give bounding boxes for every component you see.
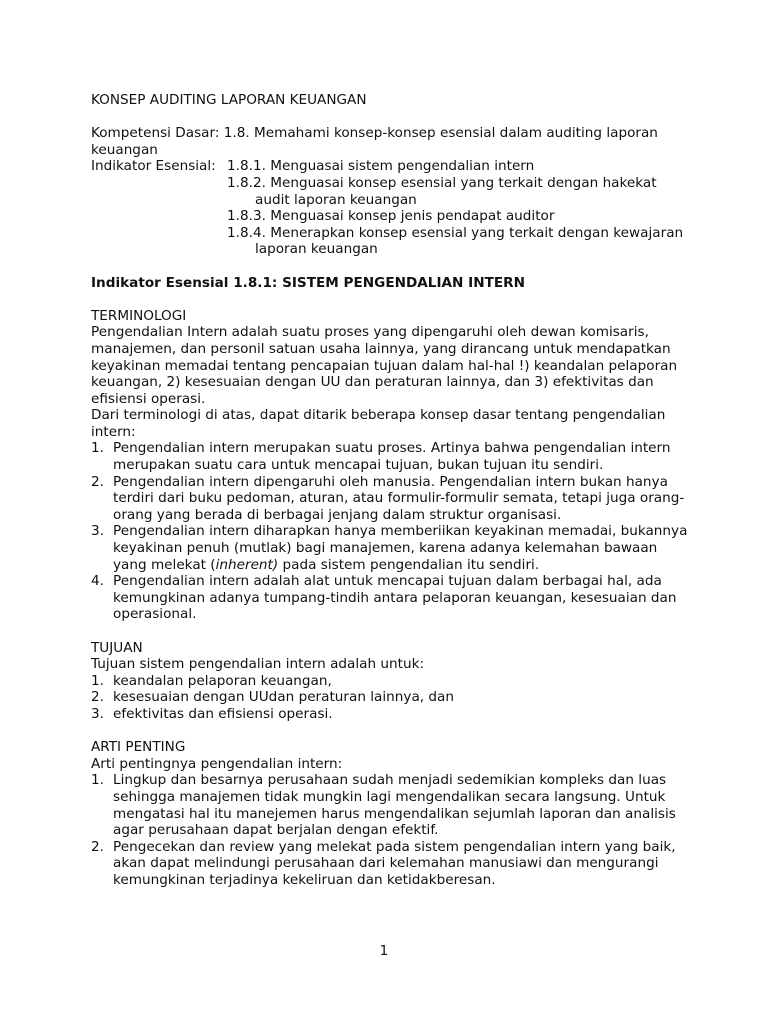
- section-heading: Indikator Esensial 1.8.1: SISTEM PENGENDALIAN INTERN: [91, 274, 525, 291]
- terminologi-paragraph: Pengendalian Intern adalah suatu proses yang dipengaruhi oleh dewan komisaris, manajemen, dan personil satuan usaha lainnya, yang dirancang untuk mendapatkan keyakinan memadai tentang pencapaian tujuan dalam hal-hal !) keandalan pelaporan keuangan, 2) kesesuaian dengan UU dan peraturan lainnya, dan 3) efektivitas dan efisiensi operasi.: [91, 324, 678, 407]
- list-item: [91, 440, 691, 473]
- list-number: 3.: [91, 705, 104, 722]
- list-item: [91, 706, 691, 723]
- list-item: [91, 772, 691, 838]
- list-number: 2.: [91, 838, 104, 855]
- arti-penting-list: [91, 772, 691, 888]
- terminologi-paragraph: Dari terminologi di atas, dapat ditarik beberapa konsep dasar tentang pengendalian intern:: [91, 407, 666, 440]
- tujuan-list: [91, 673, 691, 723]
- list-text: efektivitas dan efisiensi operasi.: [113, 705, 333, 722]
- list-item: [91, 673, 691, 690]
- list-item: [91, 474, 691, 524]
- kompetensi-label: Kompetensi Dasar:: [91, 125, 220, 142]
- list-text-part: pada sistem pengendalian itu sendiri.: [278, 556, 540, 573]
- list-number: 2.: [91, 689, 104, 706]
- arti-penting-intro: Arti pentingnya pengendalian intern:: [91, 755, 343, 772]
- indikator-list: [227, 158, 691, 258]
- list-text: Lingkup dan besarnya perusahaan sudah menjadi sedemikian kompleks dan luas sehingga manajemen tidak mungkin lagi mengendalikan secara langsung. Untuk mengatasi hal itu manejemen harus mengendalikan sejumlah laporan dan analisis agar perusahaan dapat berjalan dengan efektif.: [113, 772, 676, 839]
- document-title: KONSEP AUDITING LAPORAN KEUANGAN: [91, 92, 367, 108]
- list-number: 1.: [91, 672, 104, 689]
- list-text: Pengendalian intern adalah alat untuk mencapai tujuan dalam berbagai hal, ada kemungkinan adanya tumpang-tindih antara pelaporan keuangan, kesesuaian dan operasional.: [113, 573, 677, 623]
- indikator-item: 1.8.4. Menerapkan konsep esensial yang terkait dengan kewajaran laporan keuangan: [227, 224, 684, 258]
- list-text-part: Pengendalian intern diharapkan hanya memberiikan keyakinan memadai, bukannya keyakinan penuh (mutlak) bagi manajemen, karena adanya kelemahan bawaan yang melekat (: [113, 523, 688, 573]
- list-text: keandalan pelaporan keuangan,: [113, 672, 332, 689]
- indikator-label: Indikator Esensial:: [91, 158, 216, 175]
- indikator-esensial: [91, 158, 691, 258]
- list-item: [91, 573, 691, 623]
- list-number: 1.: [91, 440, 104, 457]
- indikator-item: 1.8.2. Menguasai konsep esensial yang terkait dengan hakekat audit laporan keuangan: [227, 174, 657, 208]
- document-page: [91, 92, 691, 889]
- list-number: 4.: [91, 573, 104, 590]
- list-text: Pengendalian intern merupakan suatu proses. Artinya bahwa pengendalian intern merupakan suatu cara untuk mencapai tujuan, bukan tujuan itu sendiri.: [113, 440, 671, 474]
- list-item: [91, 839, 691, 889]
- kompetensi-text: 1.8. Memahami konsep-konsep esensial dalam auditing laporan keuangan: [91, 125, 658, 158]
- list-number: 3.: [91, 523, 104, 540]
- list-text: [113, 523, 691, 573]
- list-text-italic: inherent): [215, 556, 279, 573]
- list-item: [91, 523, 691, 573]
- list-number: 2.: [91, 473, 104, 490]
- list-item: [91, 689, 691, 706]
- kompetensi-dasar: [91, 125, 691, 158]
- list-text: Pengecekan dan review yang melekat pada sistem pengendalian intern yang baik, akan dapat melindungi perusahaan dari kelemahan manusiawi dan mengurangi kemungkinan terjadinya kekeliruan dan ketidakberesan.: [113, 838, 676, 888]
- indikator-item: 1.8.3. Menguasai konsep jenis pendapat auditor: [227, 208, 555, 225]
- page-number: 1: [379, 943, 389, 959]
- arti-penting-heading: ARTI PENTING: [91, 739, 186, 756]
- indikator-item: 1.8.1. Menguasai sistem pengendalian intern: [227, 158, 535, 175]
- list-text: Pengendalian intern dipengaruhi oleh manusia. Pengendalian intern bukan hanya terdiri dari buku pedoman, aturan, atau formulir-formulir semata, tetapi juga orang-orang yang berada di berbagai jenjang dalam struktur organisasi.: [113, 473, 685, 523]
- tujuan-heading: TUJUAN: [91, 639, 143, 656]
- terminologi-heading: TERMINOLOGI: [91, 307, 187, 324]
- list-number: 1.: [91, 772, 104, 789]
- terminologi-list: [91, 440, 691, 623]
- tujuan-intro: Tujuan sistem pengendalian intern adalah untuk:: [91, 656, 425, 673]
- list-text: kesesuaian dengan UUdan peraturan lainnya, dan: [113, 689, 454, 706]
